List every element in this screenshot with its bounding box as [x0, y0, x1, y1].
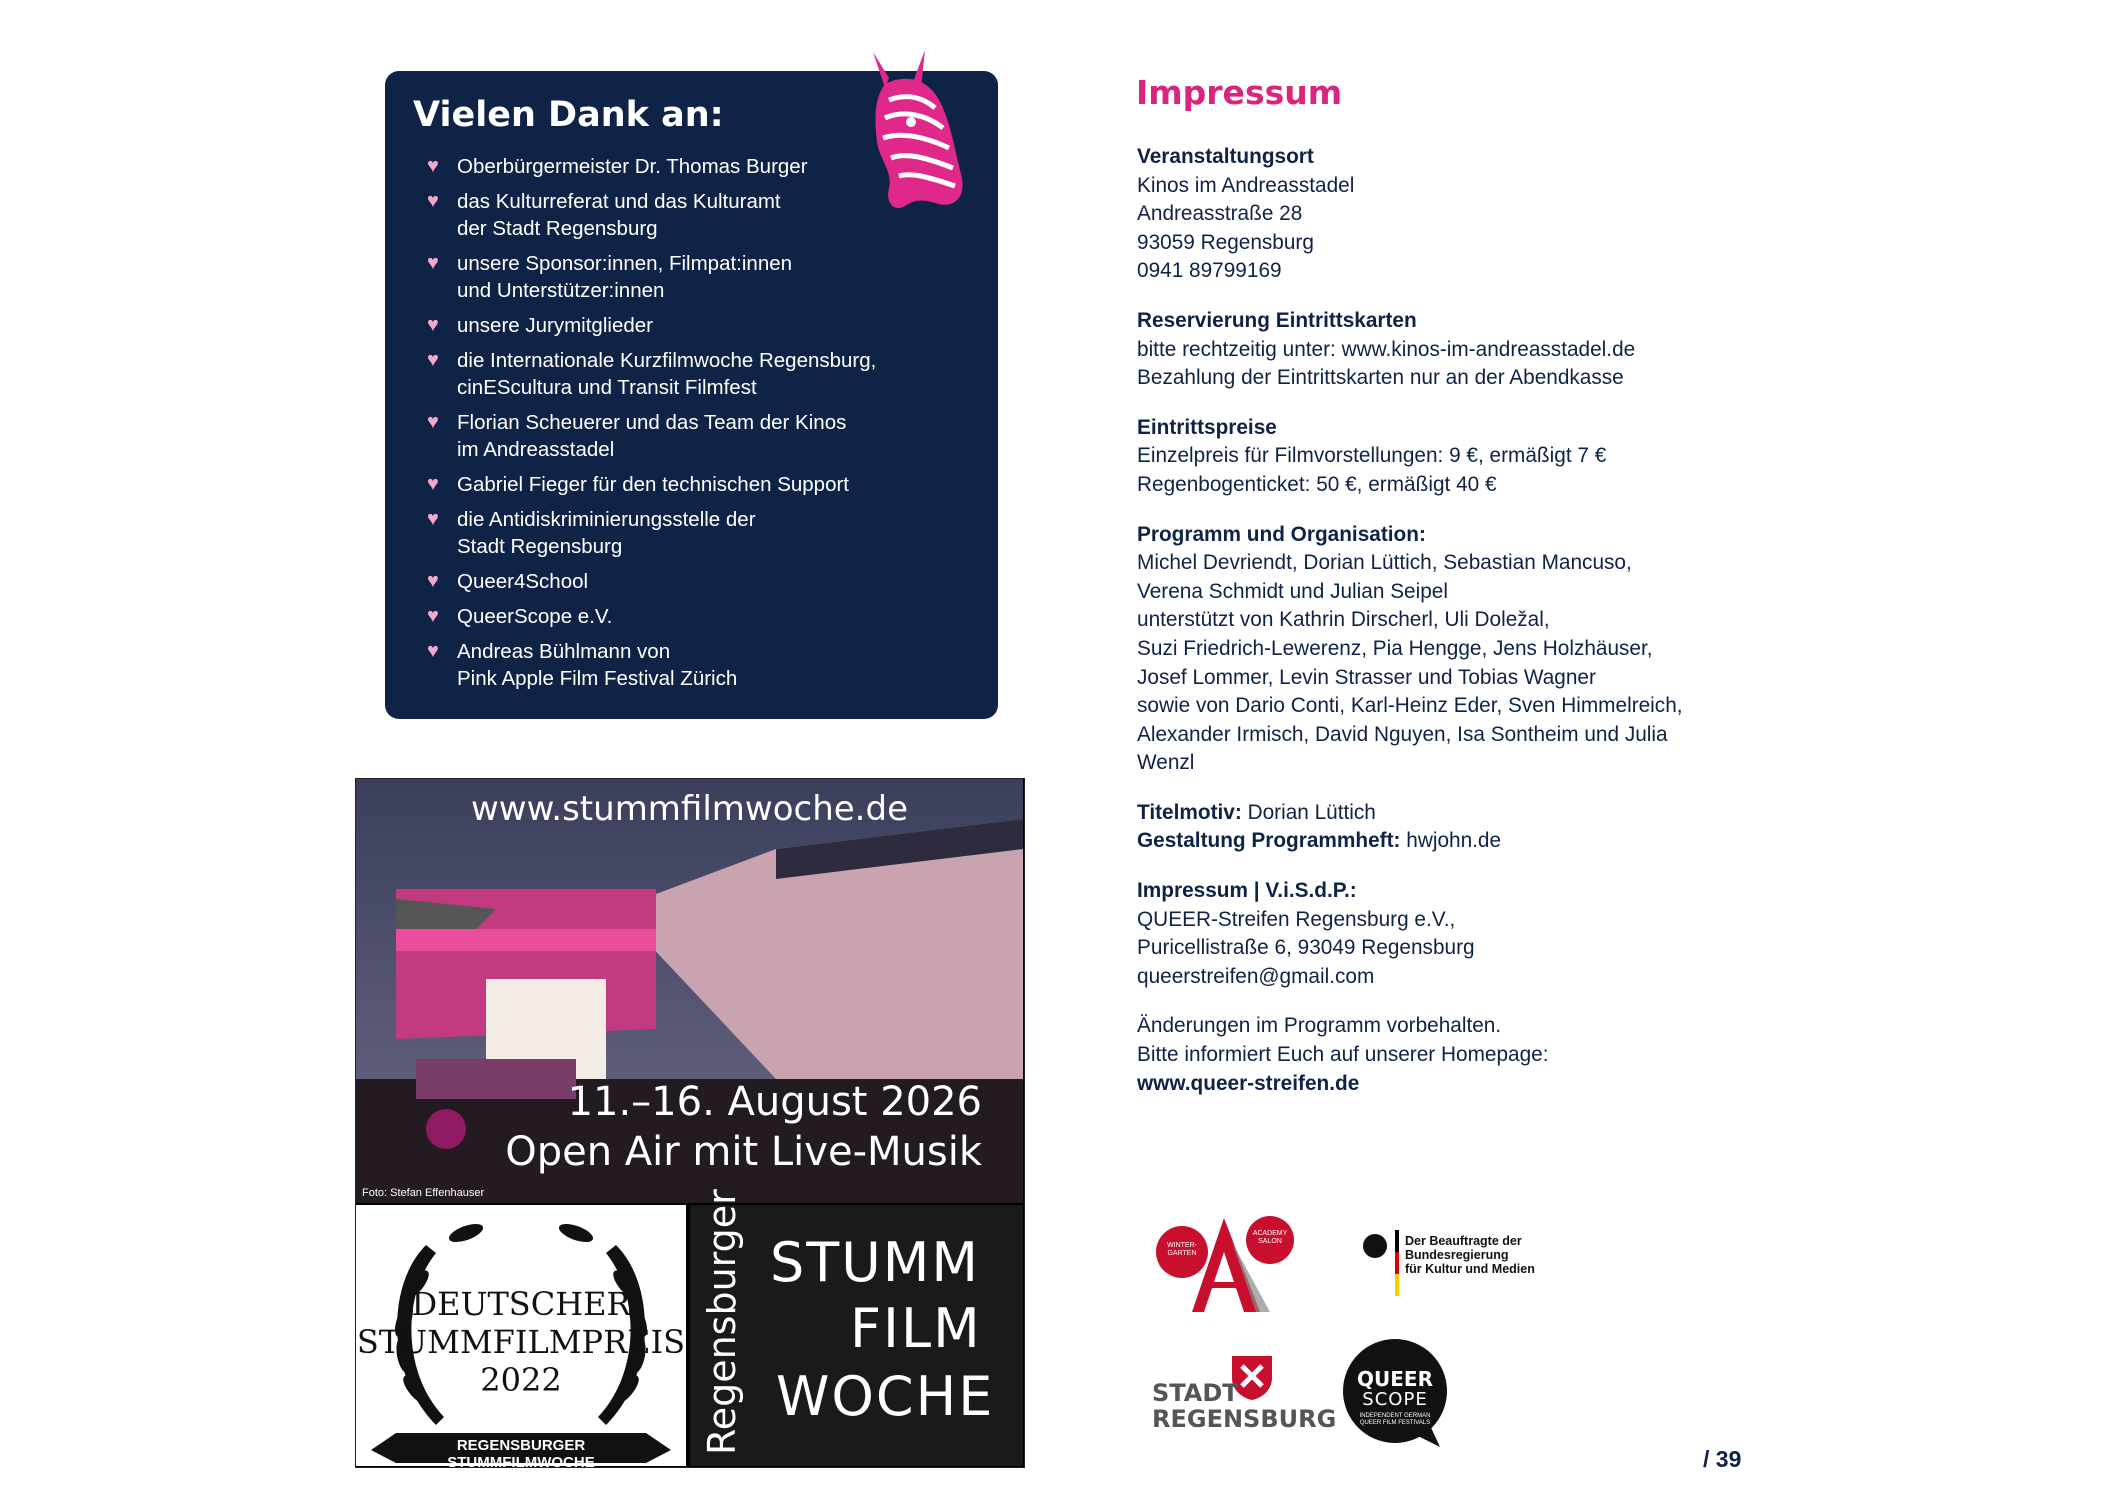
- thanks-item-text: Andreas Bühlmann von Pink Apple Film Festival Zürich: [457, 640, 738, 690]
- motif-label: Titelmotiv:: [1137, 800, 1242, 824]
- thanks-item-text: Florian Scheuerer und das Team der Kinos im Andreasstadel: [457, 411, 847, 461]
- award-ribbon: REGENSBURGER STUMMFILMWOCHE: [447, 1437, 595, 1468]
- queer-mid-text: SCOPE: [1362, 1389, 1428, 1410]
- impressum-body: [1137, 143, 1757, 1119]
- stadt-regensburg-logo: [1150, 1352, 1337, 1433]
- logo-vertical-text: Regensburger: [700, 1189, 744, 1455]
- thanks-item-text: die Antidiskriminierungsstelle der Stadt Regensburg: [457, 508, 756, 558]
- heart-icon: ♥: [427, 605, 439, 627]
- prices-heading: Eintrittspreise: [1137, 415, 1277, 439]
- thanks-item: [413, 568, 970, 595]
- page-number: / 39: [1703, 1446, 1742, 1472]
- design-label: Gestaltung Programmheft:: [1137, 829, 1401, 853]
- visdp-section: [1137, 877, 1757, 991]
- changes-section: [1137, 1012, 1757, 1098]
- homepage-link[interactable]: www.queer-streifen.de: [1137, 1071, 1360, 1095]
- reservation-text: bitte rechtzeitig unter: www.kinos-im-andreasstadel.de Bezahlung der Eintrittskarten nur an der Abendkasse: [1137, 337, 1636, 390]
- venue-heading: Veranstaltungsort: [1137, 145, 1314, 168]
- ad-url: www.stummfilmwoche.de: [470, 789, 908, 829]
- reservation-heading: Reservierung Eintrittskarten: [1137, 308, 1417, 332]
- academy-salon-logo: [1152, 1212, 1297, 1317]
- thanks-item: [413, 250, 970, 304]
- thanks-item: [413, 347, 970, 401]
- award-line: 2022: [480, 1361, 562, 1399]
- thanks-item-text: Oberbürgermeister Dr. Thomas Burger: [457, 155, 808, 178]
- heart-icon: ♥: [427, 508, 439, 530]
- heart-icon: ♥: [427, 314, 439, 336]
- thanks-item: [413, 409, 970, 463]
- logo-word: STUMM: [770, 1231, 980, 1294]
- ad-dates-block: [505, 1077, 982, 1177]
- heart-icon: ♥: [427, 411, 439, 433]
- award-line: STUMMFILMPREIS: [356, 1323, 686, 1361]
- visdp-text: QUEER-Streifen Regensburg e.V., Puricellistraße 6, 93049 Regensburg queerstreifen@gmail.com: [1137, 907, 1475, 988]
- award-text: [356, 1285, 686, 1399]
- heart-icon: ♥: [427, 190, 439, 212]
- award-block: [356, 1205, 686, 1466]
- thanks-list: [413, 153, 970, 692]
- heart-icon: ♥: [427, 252, 439, 274]
- thanks-item: [413, 471, 970, 498]
- academy-left-text: WINTER- GARTEN: [1167, 1242, 1197, 1257]
- title-motif-line: [1137, 799, 1757, 828]
- stummfilmwoche-logo: [690, 1189, 1023, 1466]
- venue-text: Kinos im Andreasstadel Andreasstraße 28 93059 Regensburg 0941 89799169: [1137, 173, 1355, 283]
- venue-section: [1137, 143, 1757, 286]
- motif-value: Dorian Lüttich: [1247, 800, 1376, 824]
- queerscope-logo: [1340, 1337, 1455, 1452]
- thanks-item: [413, 638, 970, 692]
- thanks-item: [413, 506, 970, 560]
- thanks-item-text: QueerScope e.V.: [457, 605, 613, 628]
- thanks-item-text: Queer4School: [457, 570, 589, 593]
- prices-section: [1137, 414, 1757, 500]
- heart-icon: ♥: [427, 570, 439, 592]
- stadt-text: STADT REGENSBURG: [1152, 1379, 1337, 1433]
- stummfilmwoche-ad: [355, 778, 1025, 1468]
- prices-text: Einzelpreis für Filmvorstellungen: 9 €, ermäßigt 7 € Regenbogenticket: 50 €, ermäßigt 40 €: [1137, 444, 1607, 496]
- academy-right-text: ACADEMY SALON: [1252, 1230, 1288, 1245]
- changes-text: Änderungen im Programm vorbehalten. Bitte informiert Euch auf unserer Homepage:: [1137, 1014, 1549, 1067]
- organisation-section: [1137, 521, 1757, 778]
- thanks-item-text: unsere Jurymitglieder: [457, 314, 653, 337]
- heart-icon: ♥: [427, 155, 439, 177]
- thanks-item-text: unsere Sponsor:innen, Filmpat:innen und Unterstützer:innen: [457, 252, 793, 302]
- visdp-heading: Impressum | V.i.S.d.P.:: [1137, 879, 1357, 903]
- zebra-illustration: [855, 48, 970, 218]
- organisation-text: Michel Devriendt, Dorian Lüttich, Sebastian Mancuso, Verena Schmidt und Julian Seipel unterstützt von Kathrin Dirscherl, Uli Doležal, Suzi Friedrich-Lewerenz, Pia Hengge, Jens Holzhäuser, Josef Lommer, Levin Strasser und Tobias Wagner sowie von Dario Conti, Karl-Heinz Eder, Sven Himmelreich, Alexander Irmisch, David Nguyen, Isa Sontheim und Julia Wenzl: [1137, 551, 1683, 775]
- ad-dates: 11.–16. August 2026: [567, 1079, 982, 1125]
- thanks-item-text: Gabriel Fieger für den technischen Support: [457, 473, 850, 496]
- thanks-title: Vielen Dank an:: [413, 95, 724, 135]
- queer-top-text: QUEER: [1357, 1367, 1433, 1391]
- heart-icon: ♥: [427, 349, 439, 371]
- heart-icon: ♥: [427, 640, 439, 662]
- bkm-text: Der Beauftragte der Bundesregierung für Kultur und Medien: [1405, 1234, 1535, 1276]
- design-line: [1137, 827, 1757, 856]
- queer-sub-text: INDEPENDENT GERMAN QUEER FILM FESTIVALS: [1359, 1413, 1431, 1426]
- thanks-item-text: das Kulturreferat und das Kulturamt der Stadt Regensburg: [457, 190, 781, 240]
- award-line: DEUTSCHER: [411, 1285, 631, 1323]
- thanks-item-text: die Internationale Kurzfilmwoche Regensburg, cinEScultura und Transit Filmfest: [457, 349, 877, 399]
- ad-subtitle: Open Air mit Live-Musik: [505, 1129, 982, 1175]
- credits-section: [1137, 799, 1757, 856]
- logo-word: WOCHE: [776, 1365, 995, 1428]
- bkm-logo: [1357, 1230, 1597, 1310]
- heart-icon: ♥: [427, 473, 439, 495]
- reservation-section: [1137, 307, 1757, 393]
- thanks-item: [413, 312, 970, 339]
- photo-credit: Foto: Stefan Effenhauser: [362, 1187, 485, 1199]
- design-value: hwjohn.de: [1406, 829, 1502, 853]
- organisation-heading: Programm und Organisation:: [1137, 522, 1426, 546]
- thanks-item: [413, 603, 970, 630]
- logo-word: FILM: [850, 1297, 982, 1360]
- impressum-title: Impressum: [1136, 73, 1343, 112]
